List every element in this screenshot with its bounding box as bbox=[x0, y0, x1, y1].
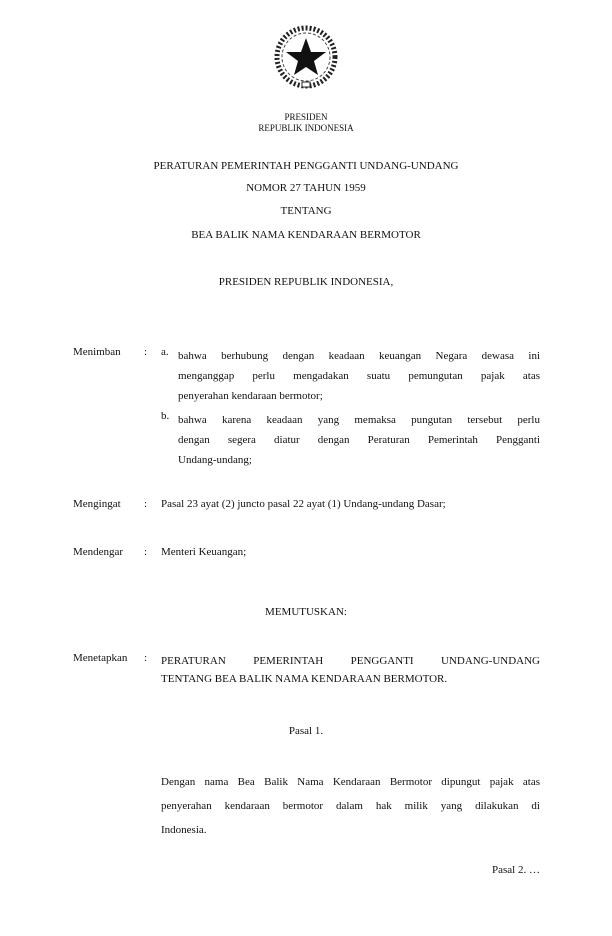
text-line: menganggap perlu mengadakan suatu pemungutan pajak atas bbox=[178, 370, 540, 382]
menimbang-b-text bbox=[178, 410, 540, 470]
mendengar-label: Mendengar bbox=[73, 546, 124, 558]
opening-statement: PRESIDEN REPUBLIK INDONESIA, bbox=[218, 276, 394, 288]
menetapkan-text bbox=[161, 652, 540, 688]
memutuskan-heading: MEMUTUSKAN: bbox=[265, 606, 347, 618]
menimbang-a-marker: a. bbox=[161, 346, 169, 358]
text-line: penyerahan kendaraan bermotor; bbox=[178, 390, 323, 402]
menimbang-a-text bbox=[178, 346, 540, 406]
menimbang-label: Menimban bbox=[73, 346, 121, 358]
title-line-2: NOMOR 27 TAHUN 1959 bbox=[246, 182, 366, 194]
mengingat-label: Mengingat bbox=[73, 498, 121, 510]
text-line: Indonesia. bbox=[161, 824, 207, 836]
text-line: bahwa berhubung dengan keadaan keuangan Negara dewasa ini bbox=[178, 350, 540, 362]
text-line: TENTANG BEA BALIK NAMA KENDARAAN BERMOTOR. bbox=[161, 673, 448, 685]
header-republik-indonesia: REPUBLIK INDONESIA bbox=[258, 123, 354, 133]
mendengar-text: Menteri Keuangan; bbox=[161, 546, 247, 558]
mengingat-colon: : bbox=[144, 498, 148, 510]
pasal-1-heading: Pasal 1. bbox=[288, 725, 324, 737]
title-line-1: PERATURAN PEMERINTAH PENGGANTI UNDANG-UNDANG bbox=[153, 160, 459, 172]
text-line: Dengan nama Bea Balik Nama Kendaraan Bermotor dipungut pajak atas bbox=[161, 776, 540, 788]
menetapkan-label: Menetapkan bbox=[73, 652, 128, 664]
pasal-1-body bbox=[161, 770, 540, 842]
presidential-emblem-icon bbox=[272, 24, 340, 92]
text-line: PERATURAN PEMERINTAH PENGGANTI UNDANG-UNDANG bbox=[161, 655, 540, 667]
text-line: bahwa karena keadaan yang memaksa pungutan tersebut perlu bbox=[178, 414, 540, 426]
title-line-4: BEA BALIK NAMA KENDARAAN BERMOTOR bbox=[191, 229, 421, 241]
header-presiden: PRESIDEN bbox=[284, 112, 328, 122]
title-line-3: TENTANG bbox=[280, 205, 332, 217]
menetapkan-colon: : bbox=[144, 652, 148, 664]
next-page-indicator: Pasal 2. … bbox=[492, 864, 540, 876]
text-line: Undang-undang; bbox=[178, 454, 252, 466]
text-line: dengan segera diatur dengan Peraturan Pemerintah Pengganti bbox=[178, 434, 540, 446]
menimbang-b-marker: b. bbox=[161, 410, 170, 422]
mendengar-colon: : bbox=[144, 546, 148, 558]
mengingat-text: Pasal 23 ayat (2) juncto pasal 22 ayat (1) Undang-undang Dasar; bbox=[161, 498, 446, 510]
menimbang-colon: : bbox=[144, 346, 148, 358]
text-line: penyerahan kendaraan bermotor dalam hak milik yang dilakukan di bbox=[161, 800, 540, 812]
